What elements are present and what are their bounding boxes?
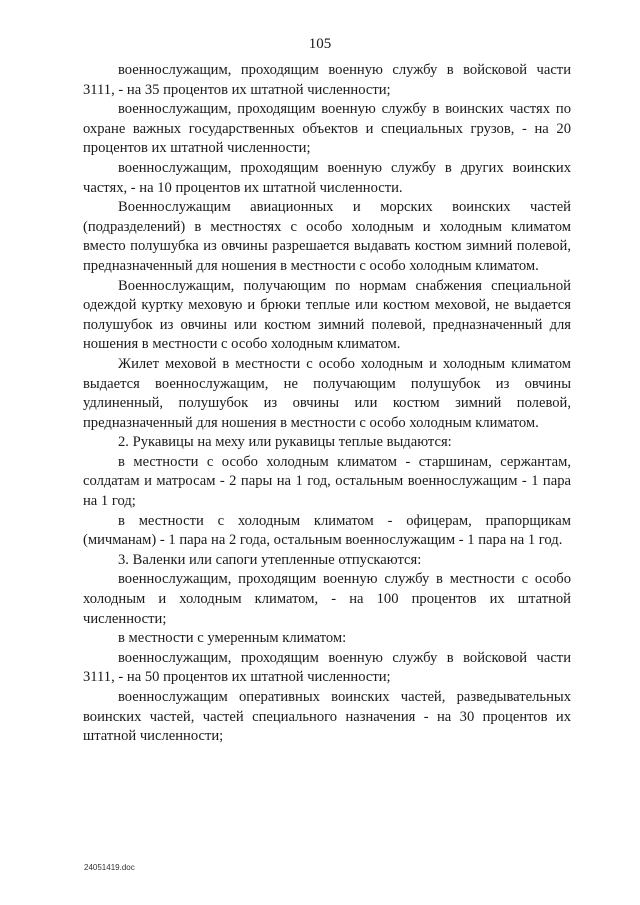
paragraph: в местности с умеренным климатом: — [118, 630, 347, 647]
paragraph: в местности с особо холодным климатом - старшинам, сержантам, солдатам и матросам - 2 пары на 1 год, остальным военнослужащим - 1 пара на 1 год; — [83, 453, 571, 510]
paragraph: Военнослужащим авиационных и морских воинских частей (подразделений) в местностях с особо холодным и холодным климатом вместо полушубка из овчины разрешается выдавать костюм зимний полевой, предназначенный для ношения в местности с особо холодным климатом. — [83, 199, 571, 274]
paragraph: военнослужащим, проходящим военную службу в местности с особо холодным и холодным климатом, - на 100 процентов их штатной численности; — [83, 571, 571, 627]
paragraph: Военнослужащим, получающим по нормам снабжения специальной одеждой куртку меховую и брюки теплые или костюм меховой, не выдается полушубок из овчины или костюм зимний полевой, предназначенный для ношения в местности с особо холодным климатом. — [83, 277, 571, 353]
paragraph: военнослужащим, проходящим военную службу в воинских частях по охране важных государственных объектов и специальных грузов, - на 20 процентов их штатной численности; — [83, 101, 571, 157]
paragraph: в местности с холодным климатом - офицерам, прапорщикам (мичманам) - 1 пара на 2 года, остальным военнослужащим - 1 пара на 1 год. — [83, 512, 571, 549]
paragraph: военнослужащим, проходящим военную службу в войсковой части 3111, - на 50 процентов их штатной численности; — [83, 649, 571, 686]
paragraph: военнослужащим, проходящим военную службу в войсковой части 3111, - на 35 процентов их штатной численности; — [83, 62, 571, 98]
section-heading-2: 2. Рукавицы на меху или рукавицы теплые выдаются: — [118, 434, 452, 451]
paragraph: Жилет меховой в местности с особо холодным и холодным климатом выдается военнослужащим, не получающим полушубок из овчины удлиненный, полушубок из овчины или костюм зимний полевой, предназначенный для ношения в местности с особо холодным климатом. — [83, 355, 571, 431]
section-heading-3: 3. Валенки или сапоги утепленные отпускаются: — [118, 551, 422, 568]
paragraph: военнослужащим оперативных воинских частей, разведывательных воинских частей, частей специального назначения - на 30 процентов их штатной численности; — [83, 689, 571, 745]
page-number: 105 — [308, 36, 332, 52]
document-body — [83, 61, 571, 747]
paragraph: военнослужащим, проходящим военную службу в других воинских частях, - на 10 процентов их штатной численности. — [83, 159, 571, 196]
footer-filename: 24051419.doc — [84, 863, 135, 872]
